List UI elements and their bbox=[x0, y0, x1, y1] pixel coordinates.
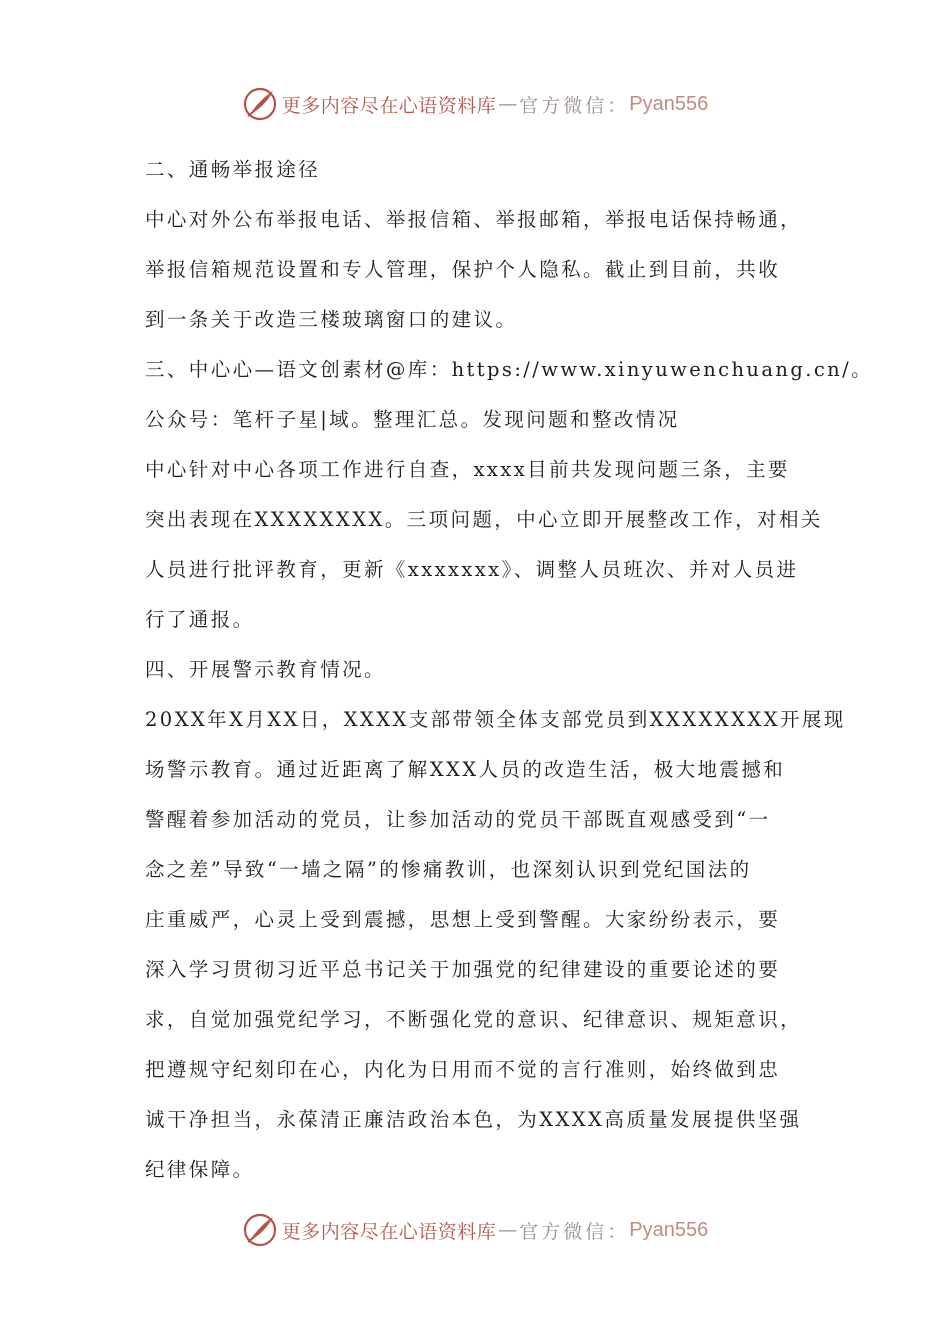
quill-logo-icon bbox=[242, 1212, 278, 1248]
banner-wechat-id: Pyan556 bbox=[629, 1218, 709, 1241]
body-line: 求，自觉加强党纪学习，不断强化党的意识、纪律意识、规矩意识， bbox=[145, 1008, 803, 1031]
quill-logo-icon bbox=[242, 86, 278, 122]
banner-brand-text: 更多内容尽在心语资料库 bbox=[281, 1220, 497, 1243]
body-line: 纪律保障。 bbox=[145, 1158, 255, 1181]
body-line: 把遵规守纪刻印在心，内化为日用而不觉的言行准则，始终做到忠 bbox=[145, 1058, 781, 1081]
body-line: 场警示教育。通过近距离了解XXX人员的改造生活，极大地震撼和 bbox=[145, 758, 786, 781]
banner-brand-text: 更多内容尽在心语资料库 bbox=[281, 94, 497, 117]
banner-dash: — bbox=[498, 93, 518, 115]
body-line: 四、开展警示教育情况。 bbox=[145, 658, 386, 681]
banner-wechat-label: 官方微信： bbox=[519, 94, 630, 117]
banner-wechat-id: Pyan556 bbox=[629, 92, 709, 115]
footer-banner bbox=[0, 1210, 950, 1250]
body-line: 中心针对中心各项工作进行自查，xxxx目前共发现问题三条，主要 bbox=[145, 458, 790, 481]
body-line: 公众号：笔杆子星|域。整理汇总。发现问题和整改情况 bbox=[145, 408, 680, 431]
document-body bbox=[145, 150, 874, 1200]
body-line: 三、中心心—语文创素材@库：https://www.xinyuwenchuang.cn/。 bbox=[145, 358, 874, 381]
body-line: 20XX年X月XX日，XXXX支部带领全体支部党员到XXXXXXXX开展现 bbox=[145, 708, 846, 731]
body-line: 人员进行批评教育，更新《xxxxxxx》、调整人员班次、并对人员进 bbox=[145, 558, 799, 581]
banner-dash: — bbox=[498, 1219, 518, 1241]
body-line: 举报信箱规范设置和专人管理，保护个人隐私。截止到目前，共收 bbox=[145, 258, 781, 281]
header-banner bbox=[0, 84, 950, 124]
body-line: 二、通畅举报途径 bbox=[145, 158, 321, 181]
body-line: 到一条关于改造三楼玻璃窗口的建议。 bbox=[145, 308, 518, 331]
body-line: 深入学习贯彻习近平总书记关于加强党的纪律建设的重要论述的要 bbox=[145, 958, 781, 981]
body-line: 诚干净担当，永葆清正廉洁政治本色，为XXXX高质量发展提供坚强 bbox=[145, 1108, 802, 1131]
body-line: 警醒着参加活动的党员，让参加活动的党员干部既直观感受到“一 bbox=[145, 808, 771, 831]
body-line: 突出表现在XXXXXXXX。三项问题，中心立即开展整改工作，对相关 bbox=[145, 508, 823, 531]
body-line: 庄重威严，心灵上受到震撼，思想上受到警醒。大家纷纷表示，要 bbox=[145, 908, 781, 931]
body-line: 行了通报。 bbox=[145, 608, 255, 631]
body-line: 念之差”导致“一墙之隔”的惨痛教训，也深刻认识到党纪国法的 bbox=[145, 858, 752, 881]
body-line: 中心对外公布举报电话、举报信箱、举报邮箱，举报电话保持畅通， bbox=[145, 208, 803, 231]
banner-wechat-label: 官方微信： bbox=[519, 1220, 630, 1243]
